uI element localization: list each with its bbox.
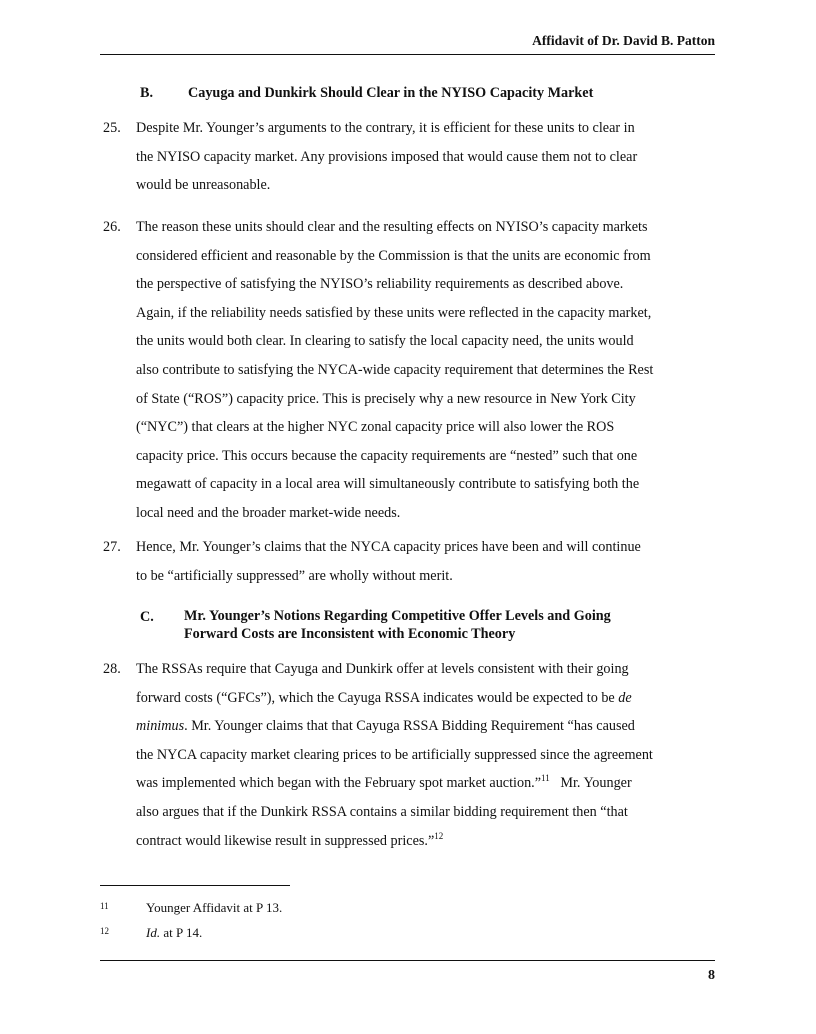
footnote-number: 11: [100, 901, 109, 911]
paragraph-number: 25.: [103, 120, 121, 136]
paragraph-text: [136, 114, 723, 200]
text-line: also contribute to satisfying the NYCA-wide capacity requirement that determines the Rest: [136, 361, 654, 378]
text-line: the perspective of satisfying the NYISO’s reliability requirements as described above.: [136, 276, 624, 293]
text-line: megawatt of capacity in a local area will simultaneously contribute to satisfying both the: [136, 476, 640, 493]
page-header: [100, 33, 715, 57]
section-letter: C.: [140, 609, 154, 625]
footnote-number: 12: [100, 926, 109, 936]
page-number: 8: [708, 968, 715, 983]
paragraph-text: [136, 655, 723, 855]
text-line: also argues that if the Dunkirk RSSA contains a similar bidding requirement then “that: [136, 803, 628, 820]
text-run: Mr. Younger: [549, 775, 632, 792]
footnote-text: [146, 924, 202, 942]
footnote-text: [146, 899, 282, 917]
section-title: [184, 607, 611, 643]
text-run: Younger Affidavit at P 13.: [146, 900, 283, 915]
footnote-separator: [100, 885, 290, 886]
text-line: [136, 769, 723, 798]
text-line: The RSSAs require that Cayuga and Dunkirk offer at levels consistent with their going: [136, 661, 629, 677]
text-line: considered efficient and reasonable by the Commission is that the units are economic from: [136, 247, 651, 264]
section-title: Cayuga and Dunkirk Should Clear in the NYISO Capacity Market: [188, 85, 594, 101]
text-line: (“NYC”) that clears at the higher NYC zonal capacity price will also lower the ROS: [136, 419, 615, 436]
text-run: . Mr. Younger claims that that Cayuga RSSA Bidding Requirement “has caused: [184, 718, 635, 735]
header-rule: [100, 54, 715, 55]
text-line: Hence, Mr. Younger’s claims that the NYCA capacity prices have been and will continue: [136, 539, 641, 555]
paragraph-25: [103, 114, 723, 200]
section-letter: B.: [140, 85, 154, 101]
italic-run: minimus: [136, 718, 185, 735]
header-title: Affidavit of Dr. David B. Patton: [532, 33, 715, 48]
text-line: to be “artificially suppressed” are wholly without merit.: [136, 567, 453, 584]
text-line: [136, 712, 723, 741]
text-run: at P 14.: [160, 925, 203, 940]
text-line: of State (“ROS”) capacity price. This is precisely why a new resource in New York City: [136, 390, 636, 407]
paragraph-number: 27.: [103, 539, 121, 555]
paragraph-text: [136, 533, 723, 590]
text-line: local need and the broader market-wide needs.: [136, 504, 401, 521]
italic-run: de: [618, 689, 632, 706]
footnote-ref-11[interactable]: 11: [541, 773, 550, 784]
footnote-ref-12[interactable]: 12: [434, 830, 444, 841]
text-line: Despite Mr. Younger’s arguments to the contrary, it is efficient for these units to clear in: [136, 120, 635, 136]
section-title-line: Mr. Younger’s Notions Regarding Competitive Offer Levels and Going: [184, 608, 611, 624]
paragraph-27: [103, 533, 723, 590]
text-run: was implemented which began with the February spot market auction.”: [136, 775, 542, 792]
footer-rule: [100, 960, 715, 961]
section-title-line: Forward Costs are Inconsistent with Economic Theory: [184, 626, 516, 642]
text-line: [136, 684, 723, 713]
text-line: [136, 827, 723, 856]
italic-run: Id.: [146, 925, 161, 940]
text-line: would be unreasonable.: [136, 177, 271, 194]
paragraph-number: 26.: [103, 219, 121, 235]
text-run: contract would likewise result in suppressed prices.”: [136, 832, 435, 849]
text-run: forward costs (“GFCs”), which the Cayuga RSSA indicates would be expected to be: [136, 689, 619, 706]
paragraph-28: [103, 655, 723, 855]
paragraph-number: 28.: [103, 661, 121, 677]
text-line: The reason these units should clear and the resulting effects on NYISO’s capacity markets: [136, 219, 648, 235]
text-line: the NYCA capacity market clearing prices to be artificially suppressed since the agreement: [136, 746, 653, 763]
paragraph-26: [103, 213, 723, 528]
text-line: the NYISO capacity market. Any provisions imposed that would cause them not to clear: [136, 148, 638, 165]
text-line: Again, if the reliability needs satisfied by these units were reflected in the capacity market,: [136, 304, 652, 321]
text-line: capacity price. This occurs because the capacity requirements are “nested” such that one: [136, 447, 638, 464]
text-line: the units would both clear. In clearing to satisfy the local capacity need, the units would: [136, 333, 634, 350]
paragraph-text: [136, 213, 723, 528]
